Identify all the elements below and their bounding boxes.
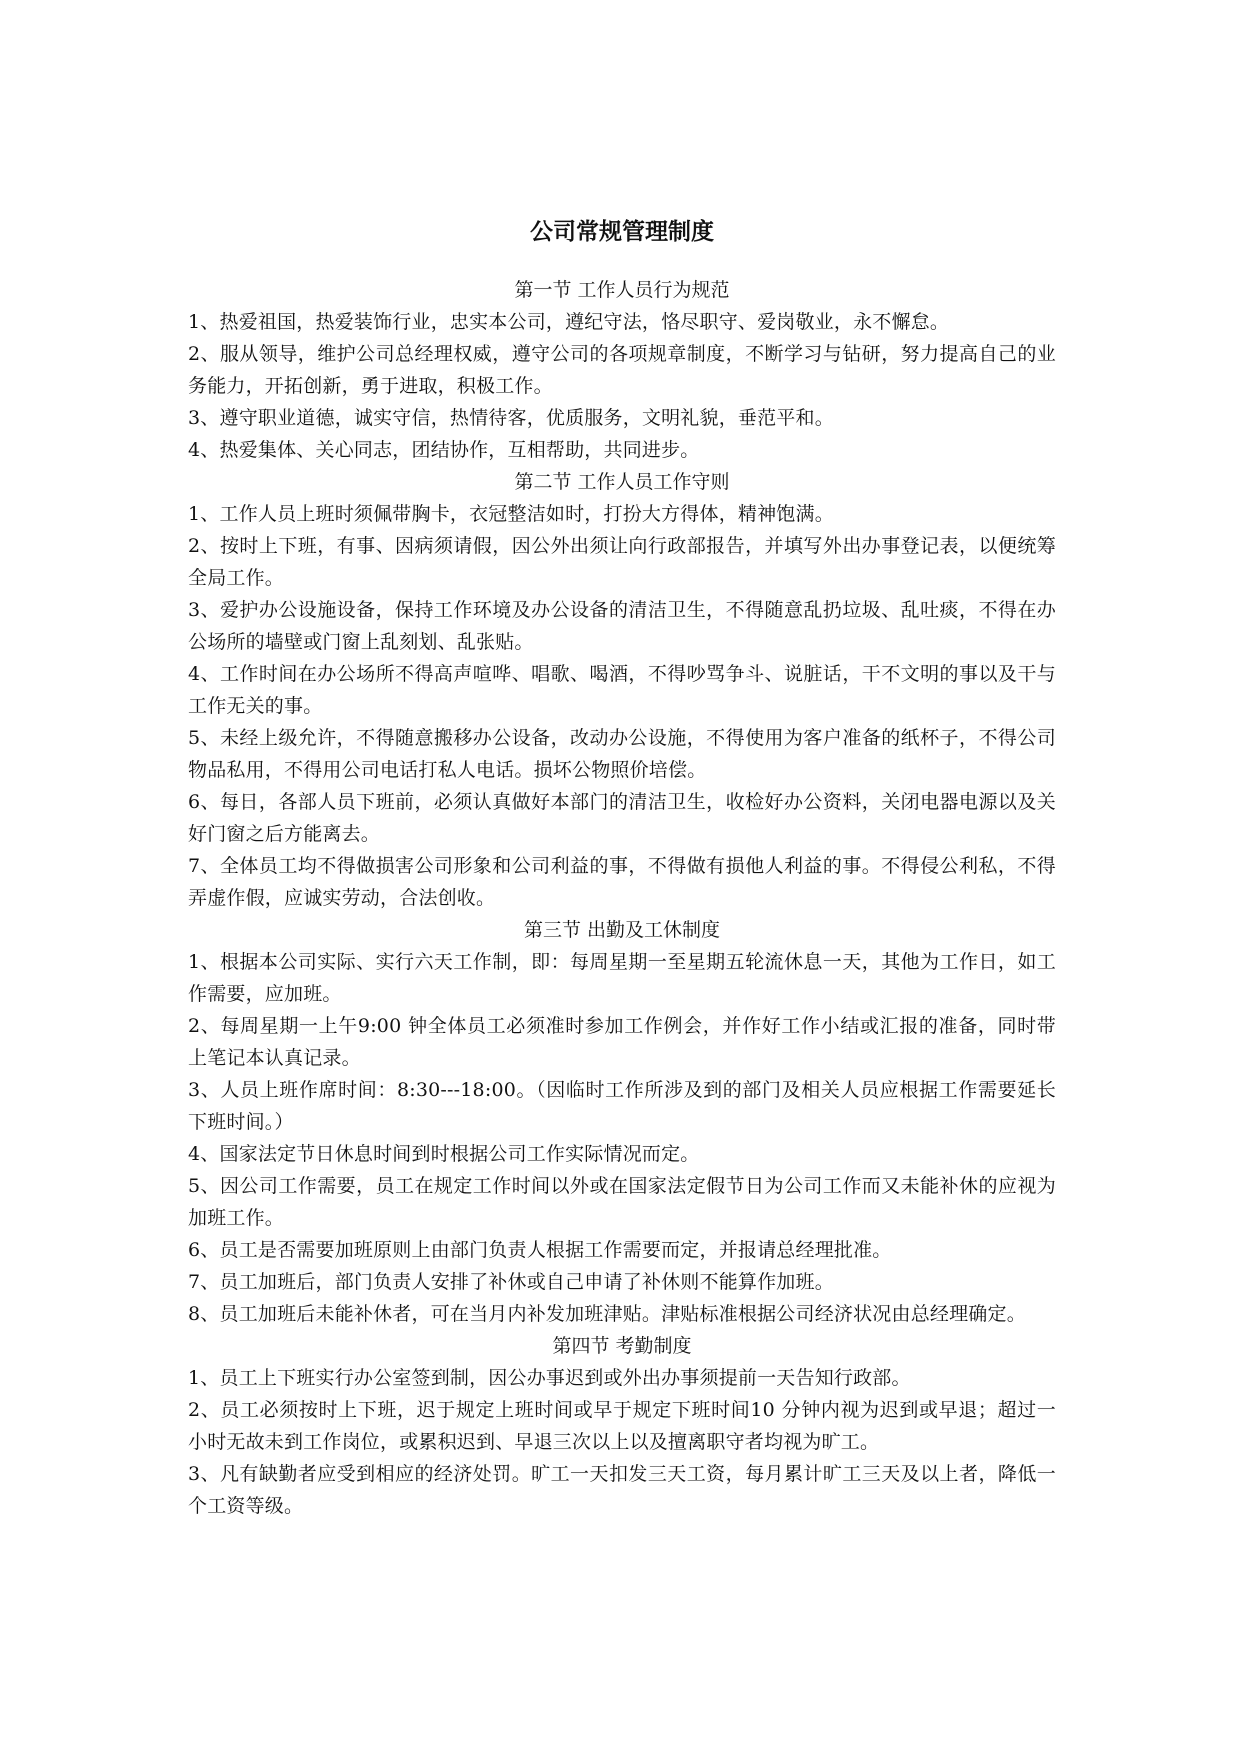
list-item: 4、热爱集体、关心同志，团结协作，互相帮助，共同进步。 xyxy=(188,439,700,461)
list-item: 3、遵守职业道德，诚实守信，热情待客，优质服务，文明礼貌，垂范平和。 xyxy=(188,407,834,429)
list-item: 3、凡有缺勤者应受到相应的经济处罚。旷工一天扣发三天工资，每月累计旷工三天及以上者，降低一个工资等级。 xyxy=(188,1463,1056,1517)
section-heading: 第三节 出勤及工休制度 xyxy=(523,919,721,941)
list-item: 7、员工加班后，部门负责人安排了补休或自己申请了补休则不能算作加班。 xyxy=(188,1271,834,1293)
section-3 xyxy=(188,914,1056,1330)
section-1 xyxy=(188,274,1056,466)
list-item: 1、员工上下班实行办公室签到制，因公办事迟到或外出办事须提前一天告知行政部。 xyxy=(188,1367,911,1389)
list-item: 5、未经上级允许，不得随意搬移办公设备，改动办公设施，不得使用为客户准备的纸杯子，不得公司物品私用，不得用公司电话打私人电话。损坏公物照价培偿。 xyxy=(188,727,1056,781)
list-item: 2、按时上下班，有事、因病须请假，因公外出须让向行政部报告，并填写外出办事登记表，以便统筹全局工作。 xyxy=(188,535,1056,589)
list-item: 6、每日，各部人员下班前，必须认真做好本部门的清洁卫生，收检好办公资料，关闭电器电源以及关好门窗之后方能离去。 xyxy=(188,791,1056,845)
list-item: 7、全体员工均不得做损害公司形象和公司利益的事，不得做有损他人利益的事。不得侵公利私，不得弄虚作假，应诚实劳动，合法创收。 xyxy=(188,855,1056,909)
list-item: 5、因公司工作需要，员工在规定工作时间以外或在国家法定假节日为公司工作而又未能补休的应视为加班工作。 xyxy=(188,1175,1056,1229)
list-item: 3、人员上班作席时间：8:30---18:00。（因临时工作所涉及到的部门及相关人员应根据工作需要延长下班时间。） xyxy=(188,1079,1056,1133)
list-item: 8、员工加班后未能补休者，可在当月内补发加班津贴。津贴标准根据公司经济状况由总经理确定。 xyxy=(188,1303,1026,1325)
list-item: 1、工作人员上班时须佩带胸卡，衣冠整洁如时，打扮大方得体，精神饱满。 xyxy=(188,503,834,525)
list-item: 2、服从领导，维护公司总经理权威，遵守公司的各项规章制度，不断学习与钻研，努力提高自己的业务能力，开拓创新，勇于进取，积极工作。 xyxy=(188,343,1056,397)
section-heading: 第四节 考勤制度 xyxy=(552,1335,692,1357)
list-item: 2、员工必须按时上下班，迟于规定上班时间或早于规定下班时间10 分钟内视为迟到或早退；超过一小时无故未到工作岗位，或累积迟到、早退三次以上以及擅离职守者均视为旷工。 xyxy=(188,1399,1056,1453)
list-item: 1、根据本公司实际、实行六天工作制，即：每周星期一至星期五轮流休息一天，其他为工作日，如工作需要，应加班。 xyxy=(188,951,1056,1005)
list-item: 2、每周星期一上午9:00 钟全体员工必须准时参加工作例会，并作好工作小结或汇报的准备，同时带上笔记本认真记录。 xyxy=(188,1015,1056,1069)
list-item: 6、员工是否需要加班原则上由部门负责人根据工作需要而定，并报请总经理批准。 xyxy=(188,1239,892,1261)
document-title: 公司常规管理制度 xyxy=(530,219,714,245)
section-heading: 第二节 工作人员工作守则 xyxy=(514,471,730,493)
list-item: 3、爱护办公设施设备，保持工作环境及办公设备的清洁卫生，不得随意乱扔垃圾、乱吐痰，不得在办公场所的墙壁或门窗上乱刻划、乱张贴。 xyxy=(188,599,1056,653)
document-page xyxy=(188,210,1056,1522)
section-4 xyxy=(188,1330,1056,1522)
section-2 xyxy=(188,466,1056,914)
section-heading: 第一节 工作人员行为规范 xyxy=(514,279,730,301)
list-item: 1、热爱祖国，热爱装饰行业，忠实本公司，遵纪守法，恪尽职守、爱岗敬业，永不懈怠。 xyxy=(188,311,950,333)
list-item: 4、工作时间在办公场所不得高声喧哗、唱歌、喝酒，不得吵骂争斗、说脏话，干不文明的事以及干与工作无关的事。 xyxy=(188,663,1056,717)
list-item: 4、国家法定节日休息时间到时根据公司工作实际情况而定。 xyxy=(188,1143,700,1165)
